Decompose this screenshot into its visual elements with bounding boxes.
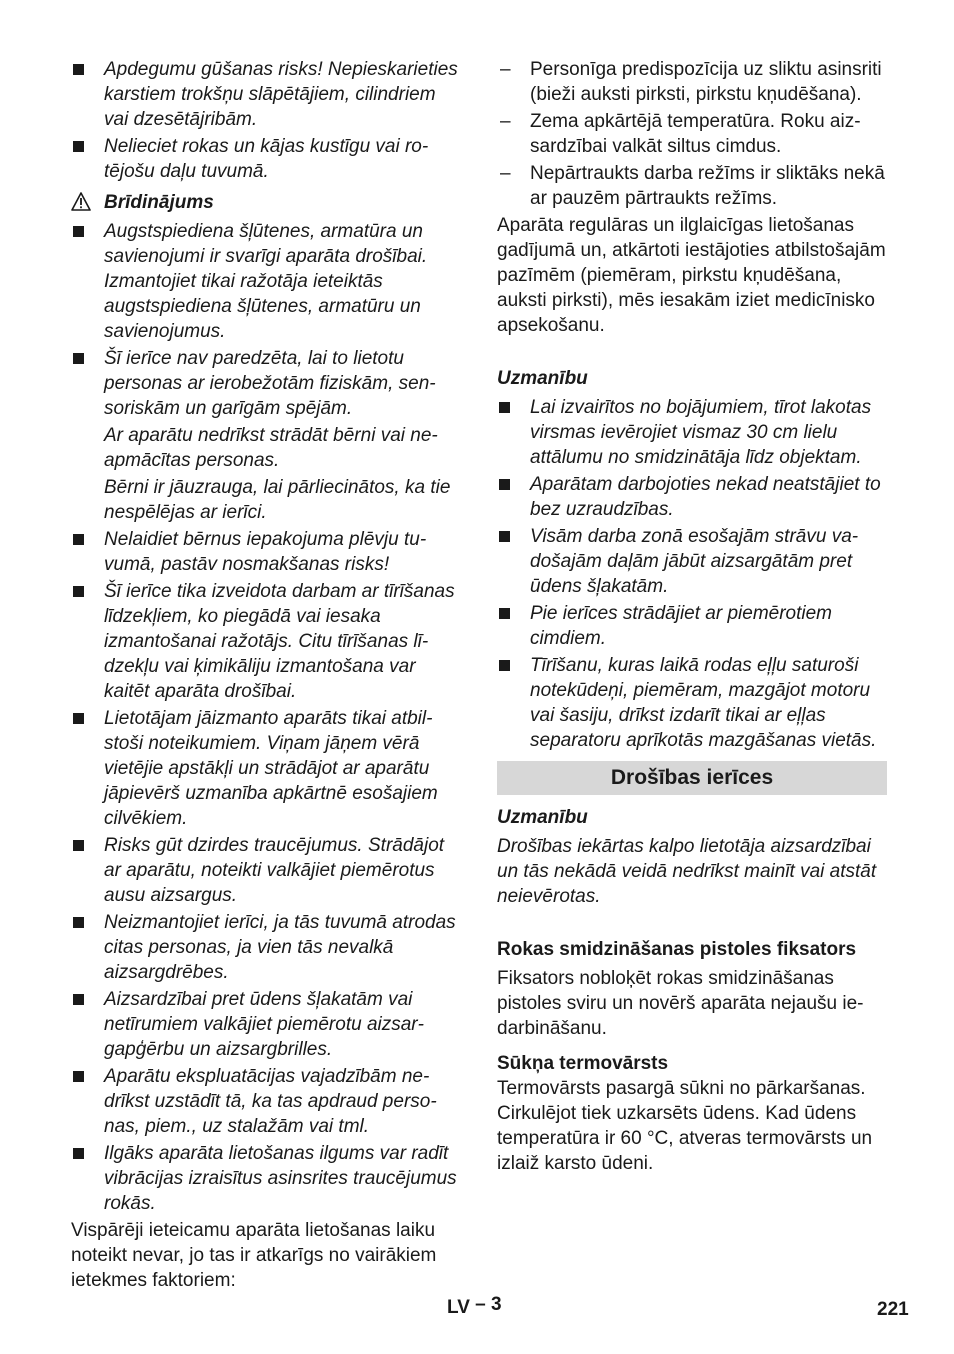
bullet-square-icon bbox=[73, 917, 84, 928]
footer-section-label bbox=[447, 1294, 502, 1319]
list-item: Lai izvairītos no bojājumiem, tīrot lakotas virsmas ievērojiet vismaz 30 cm lielu attālumu no smidzinātāja līdz objektam. bbox=[497, 395, 887, 470]
list-item: Apdegumu gūšanas risks! Nepieskarieties karstiem trokšņu slāpētājiem, cilindriem vai dzesētājribām. bbox=[71, 57, 461, 132]
list-item: Aparātam darbojoties nekad neatstājiet to bez uzraudzības. bbox=[497, 472, 887, 522]
list-item: Aparātu ekspluatācijas vajadzībām nedrīkst uzstādīt tā, ka tas apdraud personas, piem., uz stalažām vai tml. bbox=[71, 1064, 461, 1139]
page-number: 221 bbox=[877, 1299, 909, 1320]
paragraph: Vispārēji ieteicamu aparāta lietošanas laiku noteikt nevar, jo tas ir atkarīgs no vairākiem ietekmes faktoriem: bbox=[71, 1220, 437, 1291]
paragraph: Drošības iekārtas kalpo lietotāja aizsardzībai un tās nekādā veidā nedrīkst mainīt vai atstāt neievērotas. bbox=[497, 836, 877, 907]
list-item: Šī ierīce tika izveidota darbam ar tīrīšanas līdzekļiem, ko piegādā vai iesaka izmantošanai ražotājs. Citu tīrīšanas līdzekļu vai ķimikāliju izmantošana var kaitēt aparāta drošībai. bbox=[71, 579, 461, 704]
paragraph: Bērni ir jāuzrauga, lai pārliecinātos, ka tie nespēlējas ar ierīci. bbox=[104, 477, 451, 523]
list-item: Risks gūt dzirdes traucējumus. Strādājot ar aparātu, noteikti valkājiet piemērotus ausu aizsargus. bbox=[71, 833, 461, 908]
list-item: Pie ierīces strādājiet ar piemērotiem cimdiem. bbox=[497, 601, 887, 651]
list-item: Nelaidiet bērnus iepakojuma plēvju tuvumā, pastāv nosmakšanas risks! bbox=[71, 527, 461, 577]
list-item: Lietotājam jāizmanto aparāts tikai atbilstoši noteikumiem. Viņam jāņem vērā vietējie apstākļi un strādājot ar aparātu jāpievērš uzmanība apkārtnē esošajiem cilvēkiem. bbox=[71, 706, 461, 831]
paragraph: Aparāta regulāras un ilglaicīgas lietošanas gadījumā un, atkārtoti iestājoties atbilstošajām pazīmēm (piemēram, pirkstu kņudēšana, auksti pirksti), mēs iesakām iziet medicīnisko apsekošanu. bbox=[497, 215, 886, 336]
subsection-heading: Sūkņa termovārsts bbox=[497, 1053, 669, 1074]
caution-heading: Uzmanību bbox=[497, 807, 588, 828]
list-item: Šī ierīce nav paredzēta, lai to lietotu personas ar ierobežotām fiziskām, sensoriskām un garīgām spējām. bbox=[71, 346, 461, 421]
list-item: – Nepārtraukts darba režīms ir sliktāks nekā ar pauzēm pārtraukts režīms. bbox=[500, 163, 885, 209]
footer-language: LV bbox=[447, 1297, 470, 1318]
bullet-square-icon bbox=[73, 226, 84, 237]
warning-heading: Brīdinājums bbox=[71, 190, 461, 215]
warning-triangle-icon bbox=[71, 192, 91, 211]
list-item: Augstspiediena šļūtenes, armatūra un savienojumi ir svarīgi aparāta drošībai. Izmantojiet tikai ražotāja ieteiktās augstspiediena šļūtenes, armatūru un savienojumus. bbox=[71, 219, 461, 344]
right-column bbox=[497, 57, 887, 1176]
paragraph: Fiksators nobloķēt rokas smidzināšanas pistoles sviru un novērš aparāta nejaušu iedarbināšanu. bbox=[497, 968, 864, 1039]
list-item: Visām darba zonā esošajām strāvu vadošajām daļām jābūt aizsargātām pret ūdens šļakatām. bbox=[497, 524, 887, 599]
bullet-square-icon bbox=[499, 660, 510, 671]
bullet-square-icon bbox=[73, 994, 84, 1005]
bullet-square-icon bbox=[499, 479, 510, 490]
bullet-square-icon bbox=[73, 586, 84, 597]
dash-marker: – bbox=[500, 111, 511, 132]
bullet-square-icon bbox=[73, 713, 84, 724]
bullet-square-icon bbox=[73, 1071, 84, 1082]
caution-heading: Uzmanību bbox=[497, 368, 588, 389]
paragraph: Ar aparātu nedrīkst strādāt bērni vai neapmācītas personas. bbox=[104, 425, 438, 471]
paragraph: Termovārsts pasargā sūkni no pārkaršanas. bbox=[497, 1078, 866, 1099]
section-title: Drošības ierīces bbox=[497, 761, 887, 795]
paragraph: Cirkulējot tiek uzkarsēts ūdens. Kad ūdens temperatūra ir 60 °C, atveras termovārsts un izlaiž karsto ūdeni. bbox=[497, 1103, 873, 1174]
bullet-square-icon bbox=[73, 840, 84, 851]
list-item: Tīrīšanu, kuras laikā rodas eļļu saturoši notekūdeņi, piemēram, mazgājot motoru vai šasiju, drīkst izdarīt tikai ar eļļas separatoru aprīkotās mazgāšanas vietās. bbox=[497, 653, 887, 753]
bullet-square-icon bbox=[73, 141, 84, 152]
list-item: Ilgāks aparāta lietošanas ilgums var radīt vibrācijas izraisītus asinsrites traucējumus rokās. bbox=[71, 1141, 461, 1216]
list-item: Neizmantojiet ierīci, ja tās tuvumā atrodas citas personas, ja vien tās nevalkā aizsargdrēbes. bbox=[71, 910, 461, 985]
subsection-heading: Rokas smidzināšanas pistoles fiksators bbox=[497, 939, 857, 960]
dash-marker: – bbox=[500, 163, 511, 184]
bullet-square-icon bbox=[73, 64, 84, 75]
left-column bbox=[71, 57, 461, 1293]
footer-section-page: – 3 bbox=[475, 1294, 502, 1315]
bullet-square-icon bbox=[73, 353, 84, 364]
bullet-square-icon bbox=[499, 402, 510, 413]
list-item: – Zema apkārtējā temperatūra. Roku aizsardzībai valkāt siltus cimdus. bbox=[500, 111, 861, 157]
bullet-square-icon bbox=[73, 534, 84, 545]
bullet-square-icon bbox=[73, 1148, 84, 1159]
dash-marker: – bbox=[500, 59, 511, 80]
list-item: Aizsardzībai pret ūdens šļakatām vai netīrumiem valkājiet piemērotu aizsargapģērbu un aizsargbrilles. bbox=[71, 987, 461, 1062]
list-item: Nelieciet rokas un kājas kustīgu vai rotējošu daļu tuvumā. bbox=[71, 134, 461, 184]
bullet-square-icon bbox=[499, 531, 510, 542]
bullet-square-icon bbox=[499, 608, 510, 619]
list-item: – Personīga predispozīcija uz sliktu asinsriti (bieži auksti pirksti, pirkstu kņudēšana). bbox=[500, 59, 882, 105]
